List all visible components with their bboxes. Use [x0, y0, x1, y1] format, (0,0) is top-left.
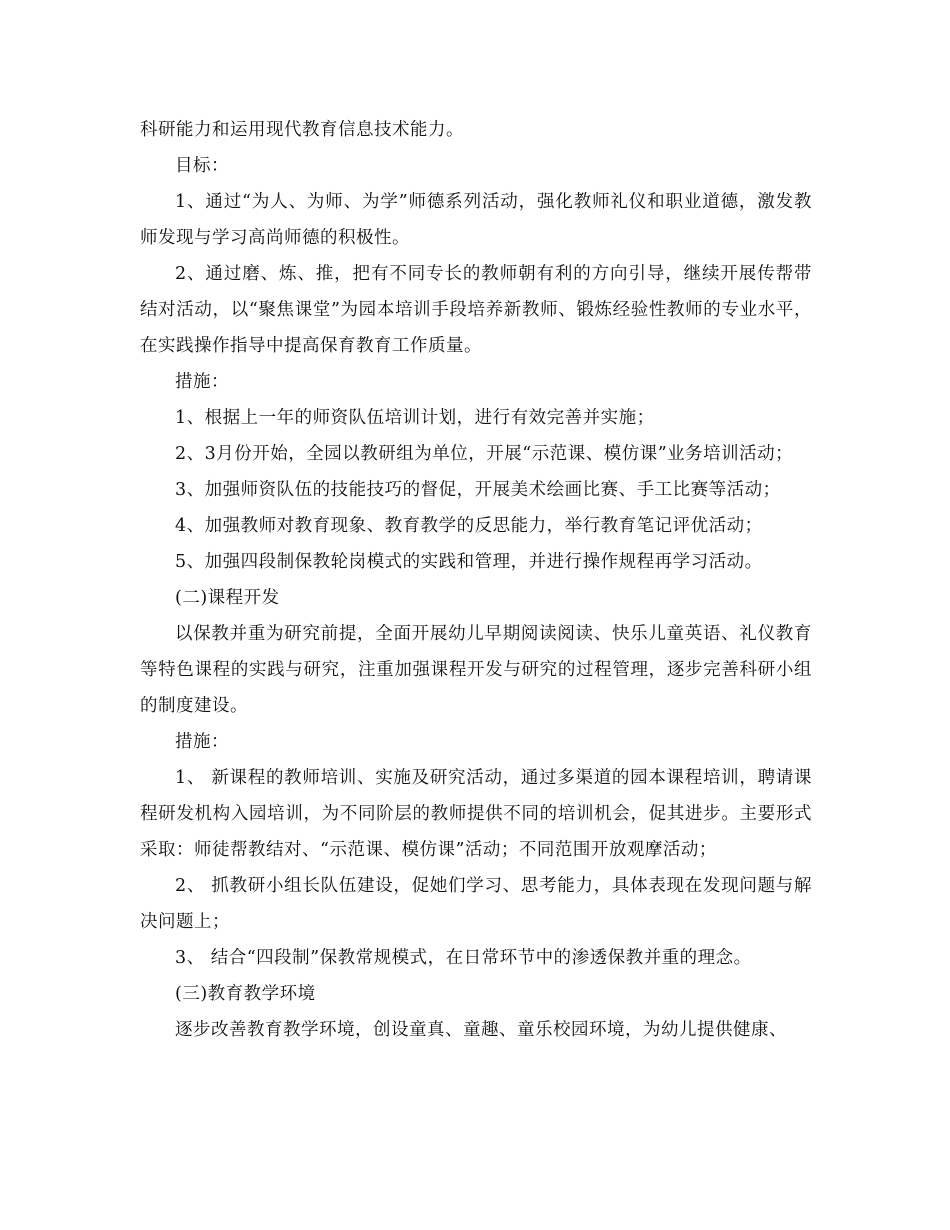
paragraph-curriculum: 以保教并重为研究前提，全面开展幼儿早期阅读阅读、快乐儿童英语、礼仪教育等特色课程的实践与研究，注重加强课程开发与研究的过程管理，逐步完善科研小组的制度建设。	[140, 624, 812, 716]
paragraph-measure-2: 2、3月份开始，全园以教研组为单位，开展“示范课、模仿课”业务培训活动；	[175, 444, 794, 464]
paragraph-measure-3: 3、加强师资队伍的技能技巧的督促，开展美术绘画比赛、手工比赛等活动；	[175, 480, 781, 500]
paragraph-measure-5: 5、加强四段制保教轮岗模式的实践和管理，并进行操作规程再学习活动。	[175, 552, 763, 572]
paragraph-curriculum-measure-2: 2、 抓教研小组长队伍建设，促她们学习、思考能力，具体表现在发现问题与解决问题上；	[140, 876, 812, 932]
document-body	[140, 112, 812, 1048]
paragraph-curriculum-measure-1: 1、 新课程的教师培训、实施及研究活动，通过多渠道的园本课程培训，聘请课程研发机构入园培训，为不同阶层的教师提供不同的培训机会，促其进步。主要形式采取：师徒帮教结对、“示范课、模仿课”活动；不同范围开放观摩活动；	[140, 768, 812, 860]
paragraph-goal-2: 2、通过磨、炼、推，把有不同专长的教师朝有利的方向引导，继续开展传帮带结对活动，以“聚焦课堂”为园本培训手段培养新教师、锻炼经验性教师的专业水平，在实践操作指导中提高保育教育工作质量。	[140, 264, 812, 356]
paragraph-goal-1: 1、通过“为人、为师、为学”师德系列活动，强化教师礼仪和职业道德，激发教师发现与学习高尚师德的积极性。	[140, 192, 812, 248]
heading-goals: 目标：	[175, 156, 229, 176]
paragraph-curriculum-measure-3: 3、 结合“四段制”保教常规模式，在日常环节中的渗透保教并重的理念。	[175, 948, 752, 968]
paragraph-measure-1: 1、根据上一年的师资队伍培训计划，进行有效完善并实施；	[175, 408, 655, 428]
paragraph-environment: 逐步改善教育教学环境，创设童真、童趣、童乐校园环境，为幼儿提供健康、	[175, 1020, 787, 1040]
section-heading-environment: (三)教育教学环境	[175, 984, 316, 1004]
paragraph-measure-4: 4、加强教师对教育现象、教育教学的反思能力，举行教育笔记评优活动；	[175, 516, 763, 536]
heading-measures-2: 措施：	[175, 732, 229, 752]
section-heading-curriculum: (二)课程开发	[175, 588, 280, 608]
paragraph-1: 科研能力和运用现代教育信息技术能力。	[140, 120, 464, 140]
heading-measures: 措施：	[175, 372, 229, 392]
